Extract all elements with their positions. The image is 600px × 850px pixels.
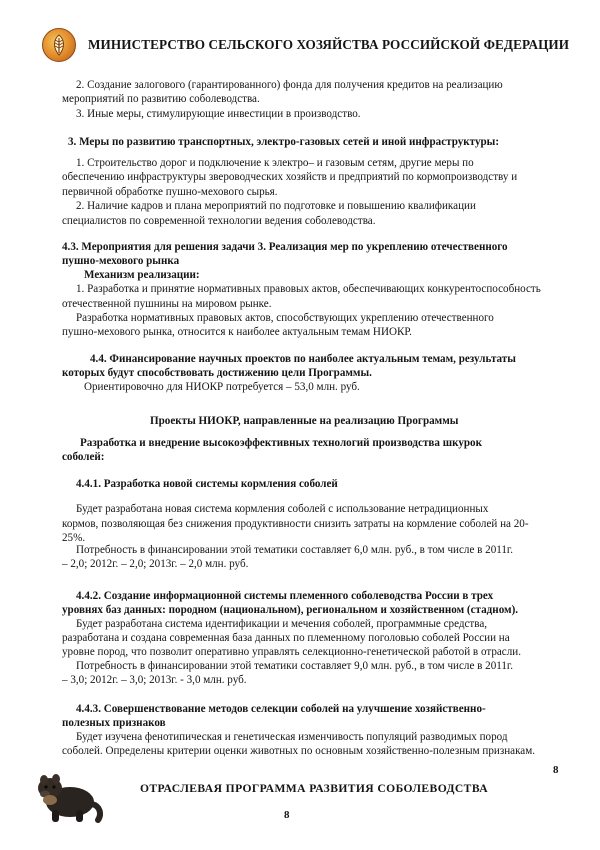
section-heading: соболей: <box>62 451 105 463</box>
text-line: первичной обработке пушно-мехового сырья. <box>62 186 278 198</box>
section-heading: пушно-мехового рынка <box>62 255 180 267</box>
section-heading: 4.3. Мероприятия для решения задачи 3. Реализация мер по укреплению отечественного <box>62 241 508 253</box>
text-line: Будет разработана новая система кормления соболей с использование нетрадиционных <box>76 503 489 515</box>
text-line: мероприятий по развитию соболеводства. <box>62 93 260 105</box>
text-line: – 3,0; 2012г. – 3,0; 2013г. - 3,0 млн. руб. <box>62 674 247 686</box>
subsection-heading: уровнях баз данных: породном (национальном), региональном и хозяйственном (стадном). <box>62 604 519 616</box>
page-number: 8 <box>553 764 559 776</box>
text-line: 1. Разработка и принятие нормативных правовых актов, обеспечивающих конкурентоспособность <box>76 283 541 295</box>
text-line: специалистов по современной технологии ведения соболеводства. <box>62 215 376 227</box>
text-line: Будет разработана система идентификации и мечения соболей, программные средства, <box>76 618 488 630</box>
ministry-emblem-icon <box>42 28 76 62</box>
text-line: 3. Иные меры, стимулирующие инвестиции в производство. <box>76 108 361 120</box>
text-line: кормов, позволяющая без снижения продуктивности снизить затраты на кормление соболей на 20- <box>62 518 529 530</box>
sable-image <box>30 766 104 824</box>
program-title: ОТРАСЛЕВАЯ ПРОГРАММА РАЗВИТИЯ СОБОЛЕВОДСТВА <box>140 782 488 795</box>
text-line: отечественной пушнины на мировом рынке. <box>62 298 272 310</box>
text-line: уровне пород, что позволит оперативно управлять селекционно-генетической работой в отрасли. <box>62 646 521 658</box>
text-line: – 2,0; 2012г. – 2,0; 2013г. – 2,0 млн. руб. <box>62 558 249 570</box>
text-line: Ориентировочно для НИОКР потребуется – 53,0 млн. руб. <box>84 381 360 393</box>
ministry-title: МИНИСТЕРСТВО СЕЛЬСКОГО ХОЗЯЙСТВА РОССИЙСКОЙ ФЕДЕРАЦИИ <box>88 37 570 52</box>
section-heading: Проекты НИОКР, направленные на реализацию Программы <box>150 415 459 427</box>
text-line: Будет изучена фенотипическая и генетическая изменчивость популяций разводимых пород <box>76 731 508 743</box>
section-heading: 4.4. Финансирование научных проектов по наиболее актуальным темам, результаты <box>90 353 516 365</box>
section-heading: 3. Меры по развитию транспортных, электро-газовых сетей и иной инфраструктуры: <box>68 136 500 148</box>
section-heading: которых будут способствовать достижению цели Программы. <box>62 367 372 379</box>
subsection-heading: 4.4.2. Создание информационной системы племенного соболеводства России в трех <box>76 590 494 602</box>
page-header <box>42 26 570 66</box>
text-line: 25%. <box>62 532 86 544</box>
text-line: Разработка нормативных правовых актов, способствующих укреплению отечественного <box>76 312 494 324</box>
text-line: 1. Строительство дорог и подключение к электро– и газовым сетям, другие меры по <box>76 157 474 169</box>
section-heading: Разработка и внедрение высокоэффективных технологий производства шкурок <box>80 437 482 449</box>
text-line: соболей. Определены критерии оценки животных по основным хозяйственно-полезным признакам. <box>62 745 536 757</box>
text-line: разработана и создана современная база данных по племенному поголовью соболей России на <box>62 632 510 644</box>
text-line: Потребность в финансировании этой тематики составляет 6,0 млн. руб., в том числе в 2011г. <box>76 544 513 556</box>
subsection-heading: 4.4.3. Совершенствование методов селекции соболей на улучшение хозяйственно- <box>76 703 486 715</box>
text-line: Потребность в финансировании этой тематики составляет 9,0 млн. руб., в том числе в 2011г. <box>76 660 513 672</box>
text-line: 2. Наличие кадров и плана мероприятий по подготовке и повышению квалификации <box>76 200 476 212</box>
subsection-heading: полезных признаков <box>62 717 166 729</box>
subheading: Механизм реализации: <box>84 269 200 281</box>
subsection-heading: 4.4.1. Разработка новой системы кормления соболей <box>76 478 338 490</box>
text-line: пушно-мехового рынка, относится к наиболее актуальным темам НИОКР. <box>62 326 412 338</box>
page-number: 8 <box>284 809 290 821</box>
text-line: 2. Создание залогового (гарантированного) фонда для получения кредитов на реализацию <box>76 79 503 91</box>
text-line: обеспечению инфраструктуры звероводческих хозяйств и предприятий по кормопроизводству и <box>62 171 518 183</box>
